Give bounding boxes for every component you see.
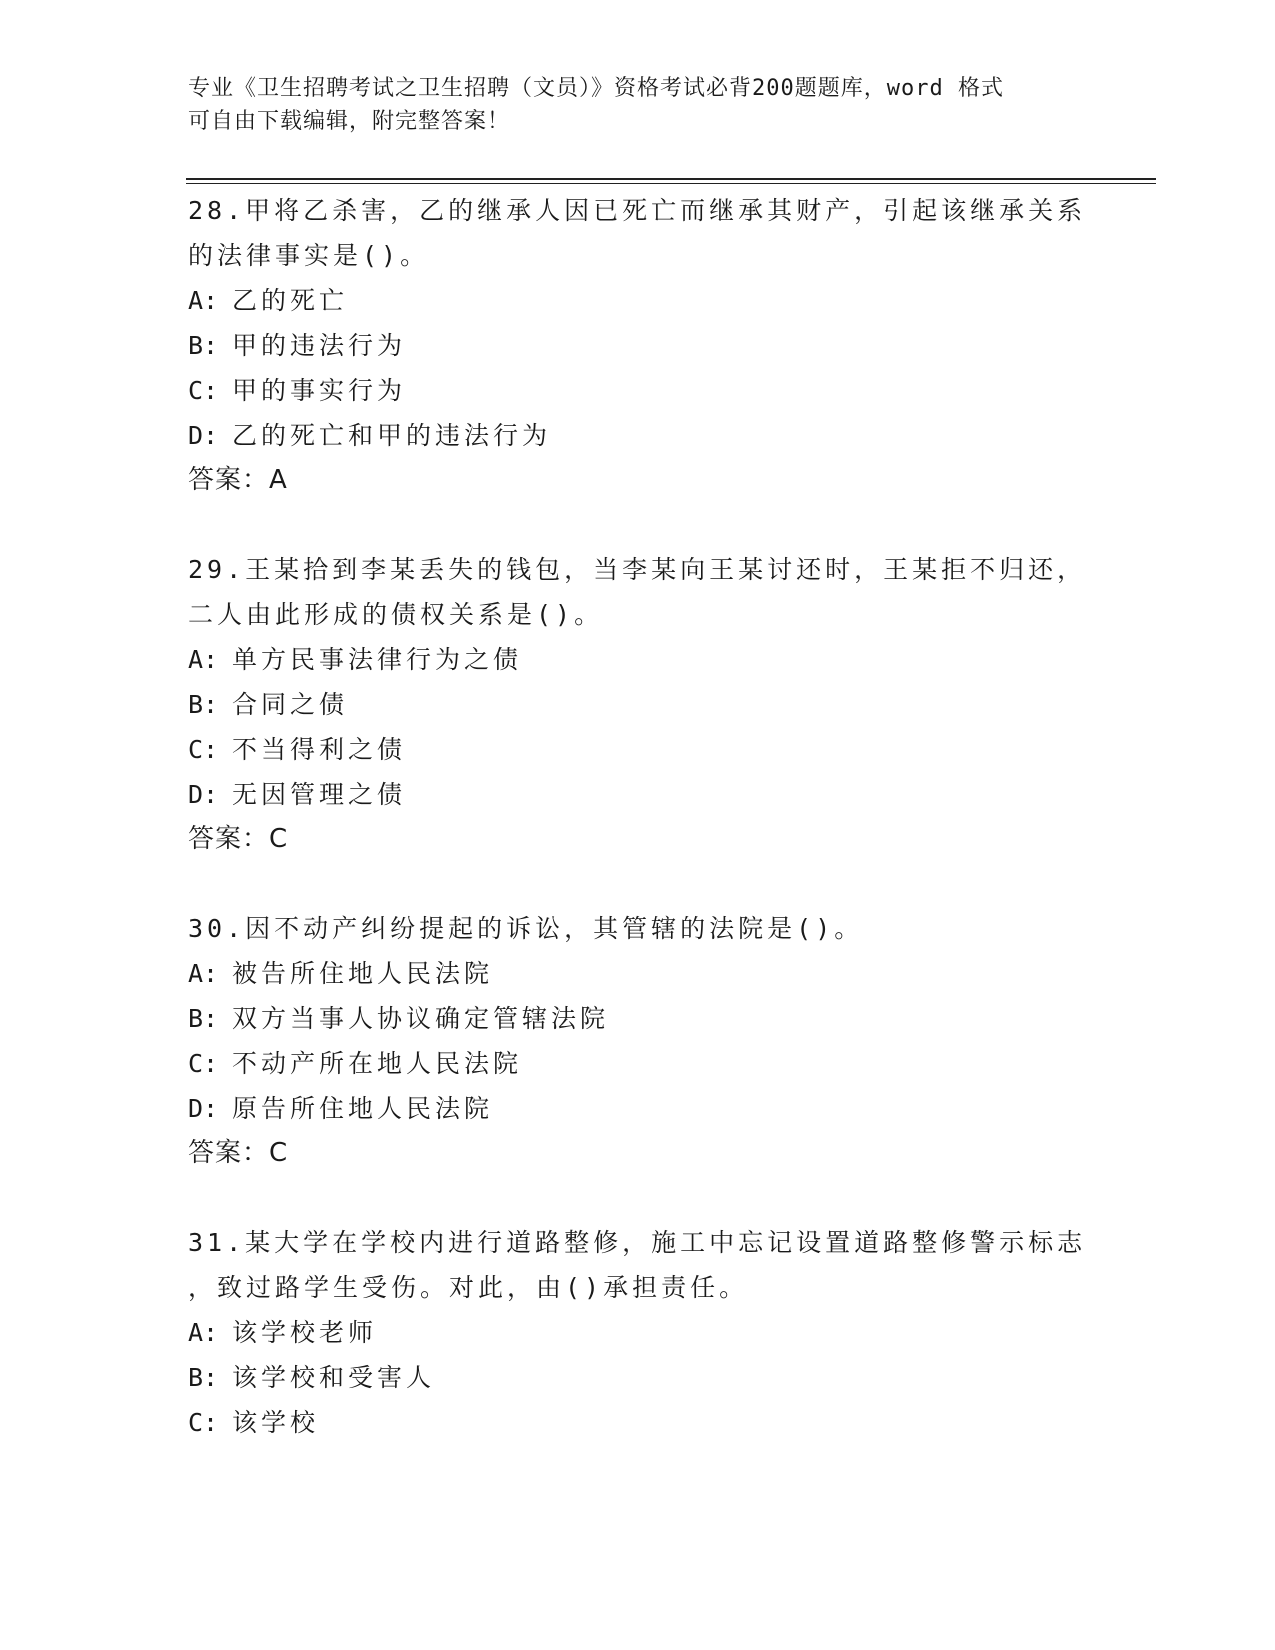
option-c [188,368,1088,413]
option-text: 该学校和受害人 [232,1363,436,1392]
option-text: 该学校老师 [232,1318,378,1347]
option-b [188,323,1088,368]
option-letter: C: [188,1408,219,1437]
answer-line: 答案：A [188,465,288,495]
question-stem-line: 二人由此形成的债权关系是()。 [188,600,604,629]
option-b [188,1355,1088,1400]
option-letter: A: [188,645,219,674]
option-text: 乙的死亡和甲的违法行为 [232,421,552,450]
option-d [188,1086,1088,1131]
question-stem-line: 29.王某拾到李某丢失的钱包，当李某向王某讨还时，王某拒不归还， [188,555,1087,584]
question-29 [188,547,1088,862]
option-text: 该学校 [232,1408,320,1437]
option-text: 合同之债 [232,690,349,719]
option-letter: B: [188,1004,219,1033]
question-stem-line: 28.甲将乙杀害，乙的继承人因已死亡而继承其财产，引起该继承关系 [188,196,1087,225]
option-text: 甲的违法行为 [232,331,407,360]
option-letter: D: [188,421,219,450]
option-text: 双方当事人协议确定管辖法院 [232,1004,610,1033]
option-letter: B: [188,1363,219,1392]
header-divider-thin [186,183,1156,184]
answer-line: 答案：C [188,1138,289,1168]
option-letter: B: [188,690,219,719]
answer-line: 答案：C [188,824,289,854]
option-d [188,413,1088,458]
option-text: 无因管理之债 [232,780,407,809]
option-letter: D: [188,1094,219,1123]
option-a [188,278,1088,323]
question-30 [188,906,1088,1176]
option-letter: C: [188,376,219,405]
header-line-1: 专业《卫生招聘考试之卫生招聘（文员）》资格考试必背200题题库，word 格式 [188,76,1004,101]
question-28 [188,188,1088,503]
option-b [188,682,1088,727]
option-letter: B: [188,331,219,360]
question-stem-line: 30.因不动产纠纷提起的诉讼，其管辖的法院是()。 [188,914,864,943]
option-text: 甲的事实行为 [232,376,407,405]
header-line-2: 可自由下载编辑，附完整答案！ [188,109,511,134]
option-letter: C: [188,1049,219,1078]
option-letter: D: [188,780,219,809]
option-a [188,1310,1088,1355]
option-text: 被告所住地人民法院 [232,959,494,988]
question-stem-line: 的法律事实是()。 [188,241,430,270]
option-text: 原告所住地人民法院 [232,1094,494,1123]
option-b [188,996,1088,1041]
question-31 [188,1220,1088,1445]
option-a [188,637,1088,682]
document-header [188,72,1088,138]
header-divider-thick [186,178,1156,180]
option-a [188,951,1088,996]
option-text: 乙的死亡 [232,286,349,315]
option-text: 不当得利之债 [232,735,407,764]
option-text: 不动产所在地人民法院 [232,1049,523,1078]
option-c [188,1041,1088,1086]
option-text: 单方民事法律行为之债 [232,645,523,674]
option-letter: C: [188,735,219,764]
option-letter: A: [188,959,219,988]
option-letter: A: [188,1318,219,1347]
option-c [188,727,1088,772]
question-list [188,188,1088,1489]
question-stem-line: 31.某大学在学校内进行道路整修，施工中忘记设置道路整修警示标志 [188,1228,1087,1257]
question-stem-line: ，致过路学生受伤。对此，由()承担责任。 [188,1273,749,1302]
option-d [188,772,1088,817]
option-c [188,1400,1088,1445]
option-letter: A: [188,286,219,315]
